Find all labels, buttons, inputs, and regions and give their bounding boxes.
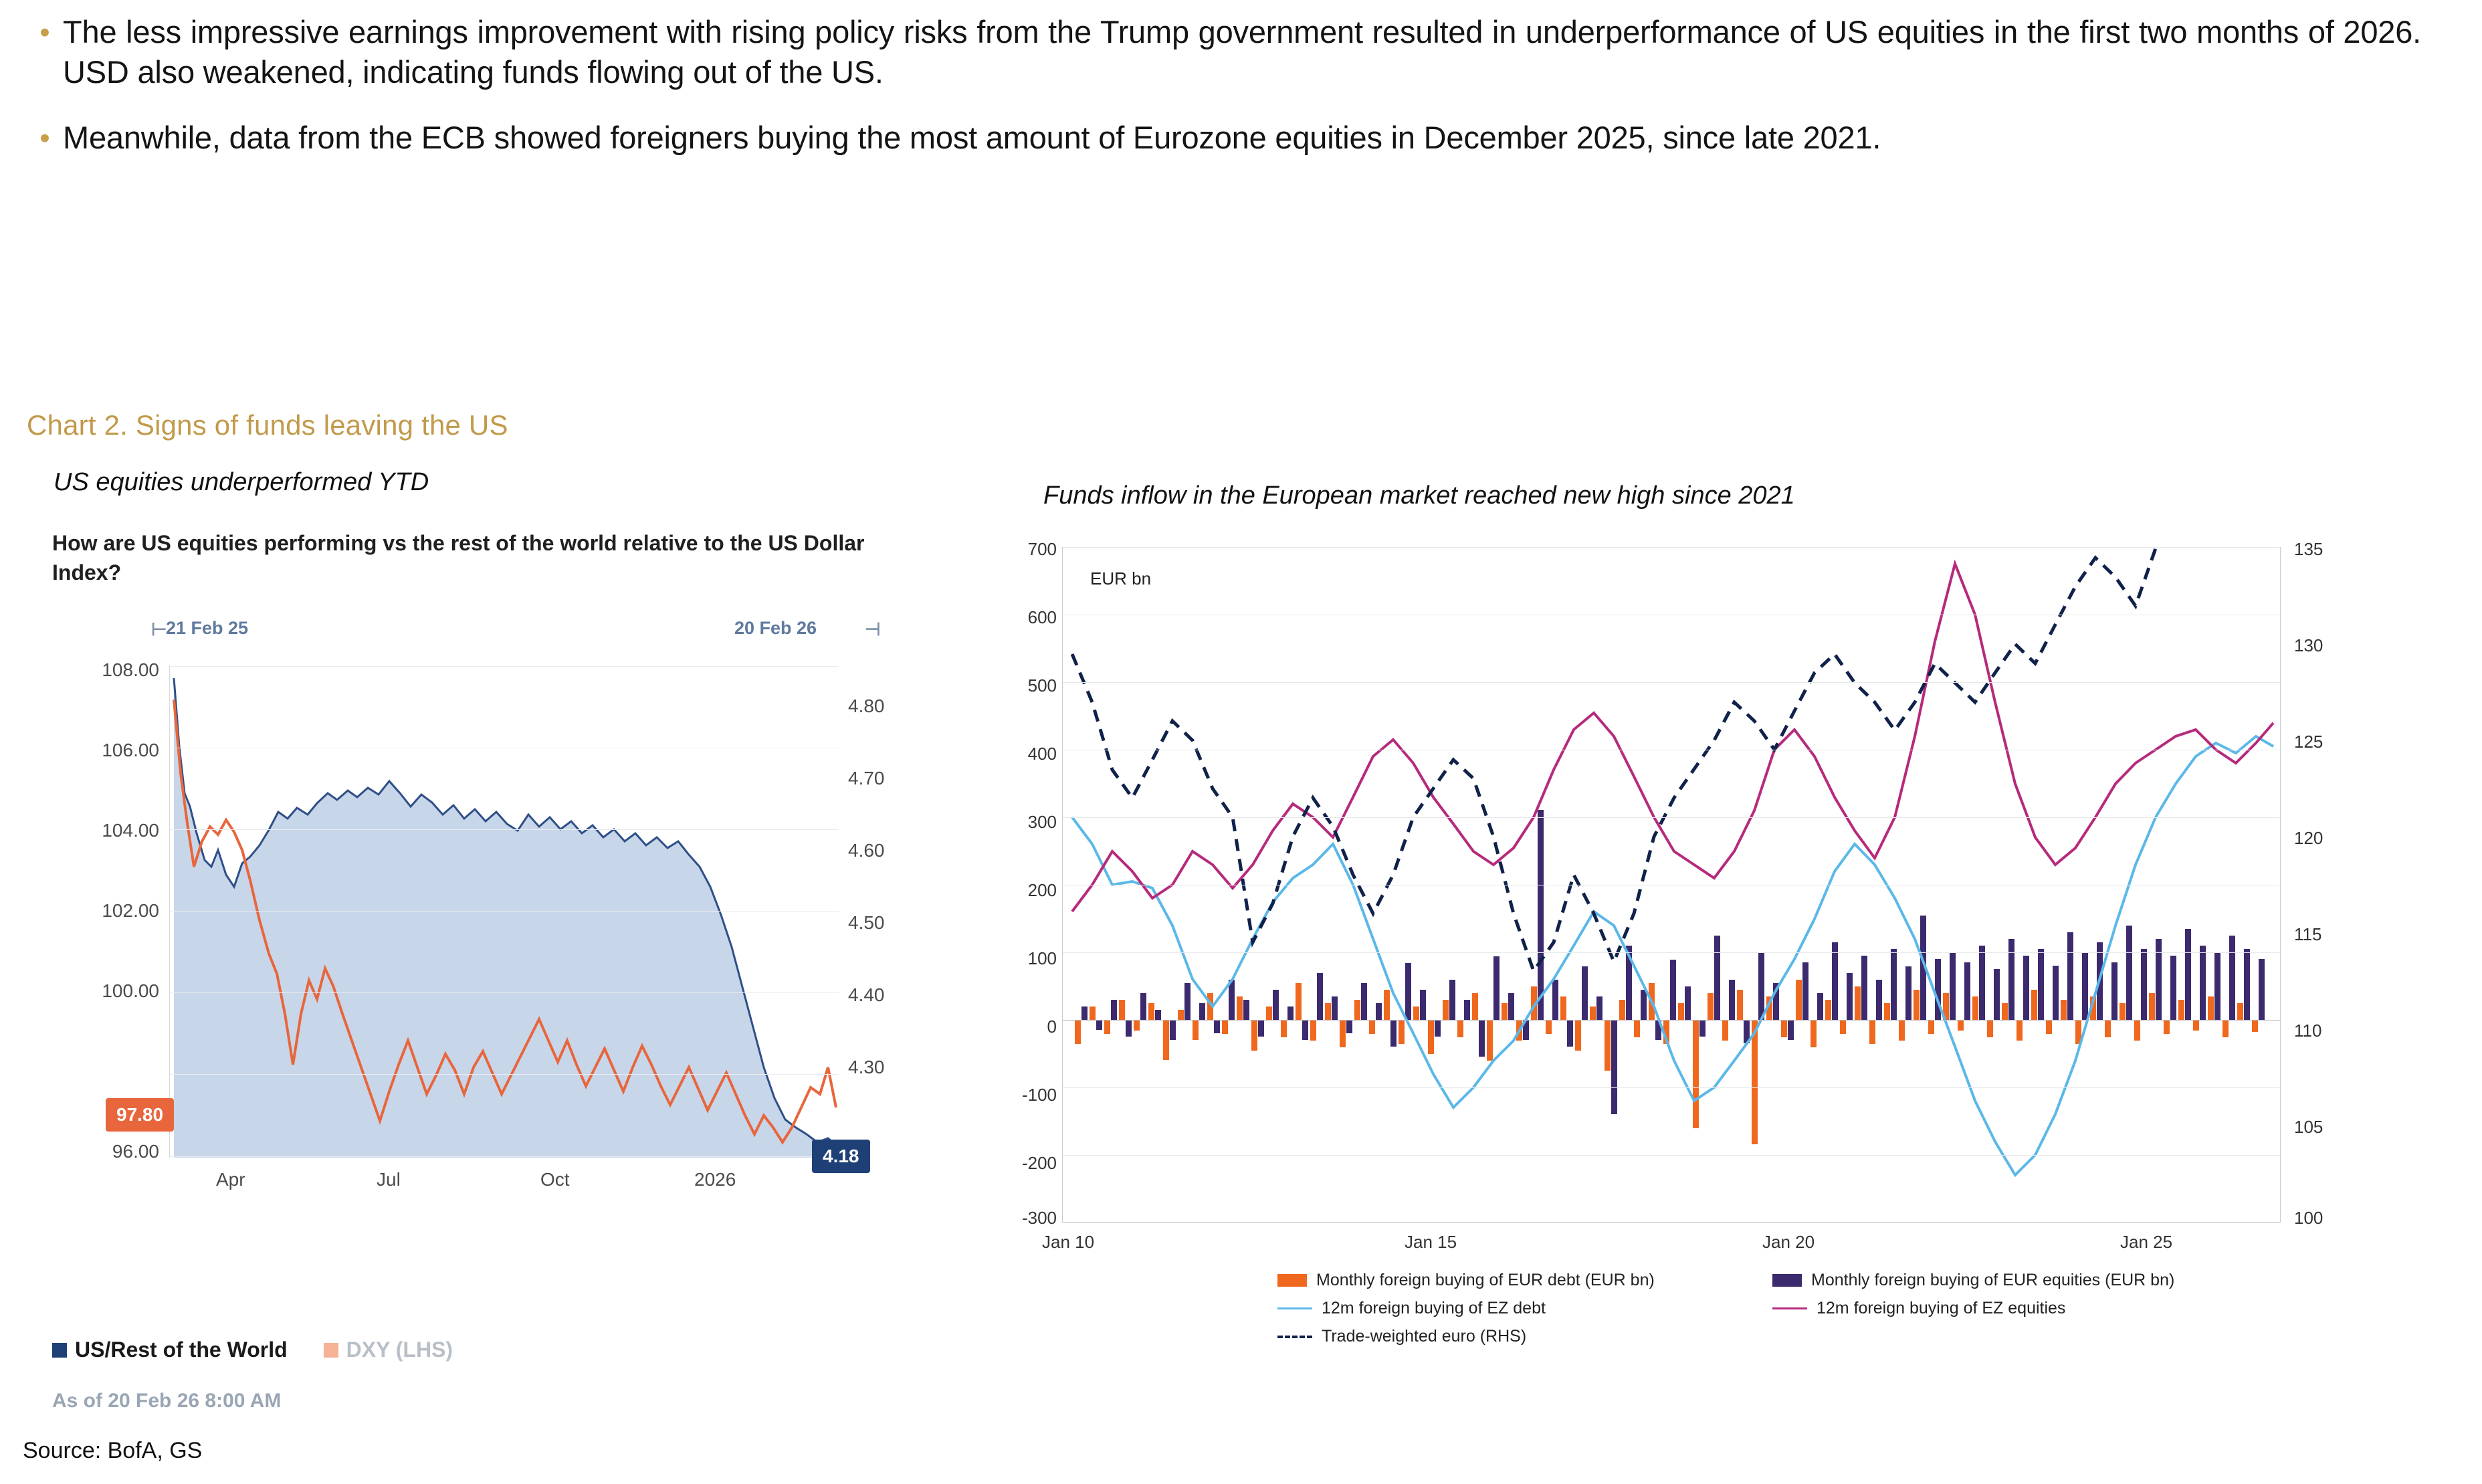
x-tick-label: Jan 10 xyxy=(1042,1232,1095,1252)
y2-tick-label: 115 xyxy=(2294,924,2322,944)
source-note: Source: BofA, GS xyxy=(23,1438,203,1463)
legend-item xyxy=(324,1338,453,1362)
range-start-label: 21 Feb 25 xyxy=(166,618,249,639)
left-chart-date-range xyxy=(52,618,942,645)
as-of-timestamp: As of 20 Feb 26 8:00 AM xyxy=(52,1390,282,1412)
list-item xyxy=(27,12,2421,92)
bullet-text: The less impressive earnings improvement with rising policy risks from the Trump government resulted in underperformance of US equities in the first two months of 2026. USD also weakened, indicating funds flowing out of the US. xyxy=(63,14,2421,90)
series-12m-ez-equities xyxy=(1072,564,2273,912)
legend-swatch-icon xyxy=(52,1343,67,1358)
x-tick-label: Jan 25 xyxy=(2120,1232,2173,1252)
list-item xyxy=(27,118,2421,158)
legend-item xyxy=(52,1338,288,1362)
x-tick-label: Jan 20 xyxy=(1762,1232,1815,1252)
x-tick-label: Oct xyxy=(540,1169,570,1190)
y-tick-label: 96.00 xyxy=(112,1141,159,1162)
legend-row xyxy=(1277,1327,2281,1346)
y-tick-label: -100 xyxy=(1021,1085,1057,1105)
y2-tick-label: 4.80 xyxy=(848,696,885,717)
legend-label: Trade-weighted euro (RHS) xyxy=(1322,1327,1527,1346)
y-tick-label: 102.00 xyxy=(102,900,159,922)
bullet-dot-icon: • xyxy=(39,16,50,49)
right-chart-canvas xyxy=(1062,547,2281,1223)
legend-label: 12m foreign buying of EZ debt xyxy=(1322,1299,1546,1317)
y2-tick-label: 4.50 xyxy=(848,912,885,934)
legend-label: 12m foreign buying of EZ equities xyxy=(1817,1299,2066,1317)
legend-item xyxy=(1772,1299,2267,1318)
left-chart-canvas xyxy=(169,666,839,1158)
y-tick-label: 0 xyxy=(1047,1017,1057,1037)
legend-swatch-icon xyxy=(1772,1274,1802,1287)
legend-line-icon xyxy=(1772,1307,1807,1309)
range-start-tick-icon: ⊢ xyxy=(151,619,167,640)
y-tick-label: 104.00 xyxy=(102,820,159,841)
status-badge: 97.80 xyxy=(106,1098,174,1132)
bullet-text: Meanwhile, data from the ECB showed foreigners buying the most amount of Eurozone equities in December 2025, since late 2021. xyxy=(63,120,1881,156)
right-chart-legend xyxy=(1277,1271,2281,1355)
x-tick-label: Jul xyxy=(377,1169,401,1190)
legend-item xyxy=(1277,1271,1772,1290)
series-trade-weighted-euro xyxy=(1072,547,2273,971)
y-tick-label: 100 xyxy=(1027,948,1057,968)
y2-tick-label: 4.30 xyxy=(848,1057,885,1078)
legend-label: Monthly foreign buying of EUR debt (EUR bn) xyxy=(1316,1271,1655,1289)
y-tick-label: 400 xyxy=(1027,744,1057,764)
legend-label: Monthly foreign buying of EUR equities (EUR bn) xyxy=(1811,1271,2175,1289)
y-tick-label: 300 xyxy=(1027,812,1057,832)
legend-item xyxy=(1277,1327,1772,1346)
y2-tick-label: 4.60 xyxy=(848,840,885,861)
y2-tick-label: 110 xyxy=(2294,1021,2322,1041)
page-title: Chart 2. Signs of funds leaving the US xyxy=(27,409,508,441)
x-tick-label: Jan 15 xyxy=(1405,1232,1457,1252)
x-tick-label: 2026 xyxy=(694,1169,736,1190)
legend-label: DXY (LHS) xyxy=(346,1338,453,1362)
unit-label: EUR bn xyxy=(1090,568,1152,589)
right-chart-panel xyxy=(990,528,2448,1346)
y-tick-label: -300 xyxy=(1021,1208,1057,1228)
legend-row xyxy=(1277,1271,2281,1290)
status-badge: 4.18 xyxy=(812,1140,870,1173)
y2-tick-label: 130 xyxy=(2294,635,2323,655)
y-tick-label: -200 xyxy=(1021,1153,1057,1173)
y-tick-label: 200 xyxy=(1027,880,1057,900)
right-chart-subtitle: Funds inflow in the European market reached new high since 2021 xyxy=(1043,482,1795,510)
range-end-tick-icon: ⊣ xyxy=(865,619,881,640)
y2-tick-label: 105 xyxy=(2294,1117,2323,1137)
y-tick-label: 106.00 xyxy=(102,740,159,761)
bullet-dot-icon: • xyxy=(39,122,50,155)
legend-line-icon xyxy=(1277,1307,1312,1309)
legend-dashed-line-icon xyxy=(1277,1336,1312,1338)
left-chart-plot-area xyxy=(52,654,915,1196)
range-end-label: 20 Feb 26 xyxy=(734,618,817,639)
y2-tick-label: 4.40 xyxy=(848,984,885,1006)
y2-tick-label: 120 xyxy=(2294,828,2323,848)
x-tick-label: Apr xyxy=(216,1169,245,1190)
legend-swatch-icon xyxy=(324,1343,338,1358)
legend-row xyxy=(1277,1299,2281,1318)
y2-tick-label: 135 xyxy=(2294,539,2323,559)
left-chart-series-svg xyxy=(170,666,839,1158)
y-tick-label: 500 xyxy=(1027,675,1057,696)
left-chart-panel xyxy=(52,528,942,1424)
left-chart-heading: How are US equities performing vs the rest of the world relative to the US Dollar Index? xyxy=(52,531,865,585)
monthly-bars-group xyxy=(1075,810,2265,1144)
y-tick-label: 100.00 xyxy=(102,980,159,1002)
y-tick-label: 600 xyxy=(1027,607,1057,627)
left-chart-subtitle: US equities underperformed YTD xyxy=(54,468,429,496)
y2-tick-label: 125 xyxy=(2294,732,2323,752)
bullet-list xyxy=(27,12,2421,183)
y-tick-label: 700 xyxy=(1027,539,1057,559)
legend-item xyxy=(1277,1299,1772,1318)
legend-label: US/Rest of the World xyxy=(75,1338,288,1362)
y-tick-label: 108.00 xyxy=(102,659,159,681)
y2-tick-label: 100 xyxy=(2294,1208,2323,1228)
legend-item xyxy=(1772,1271,2267,1290)
legend-swatch-icon xyxy=(1277,1274,1307,1287)
left-chart-legend xyxy=(52,1338,480,1362)
y2-tick-label: 4.70 xyxy=(848,768,885,789)
